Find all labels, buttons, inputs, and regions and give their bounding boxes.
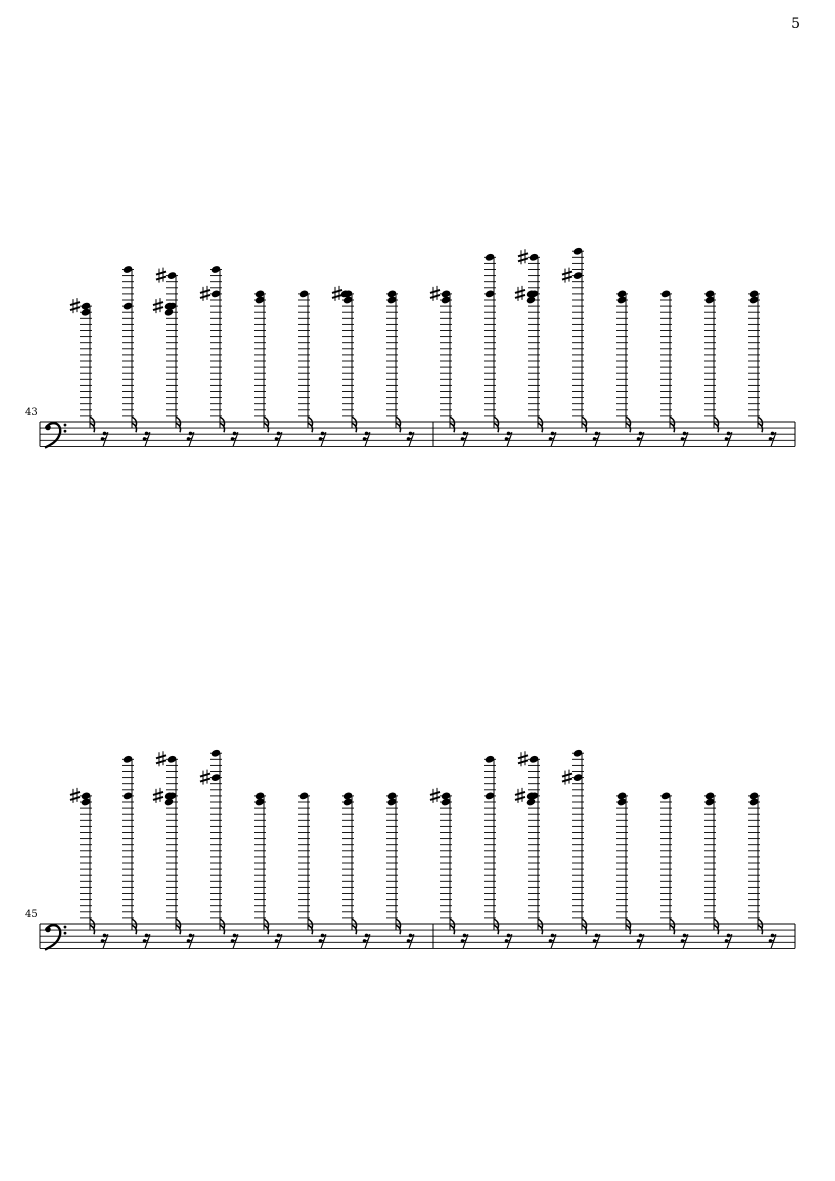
chord (660, 289, 675, 432)
chord (386, 791, 401, 934)
sharp-bar (153, 792, 163, 795)
chord (200, 265, 225, 432)
sharp-bar (156, 760, 166, 763)
chord (153, 268, 181, 433)
sharp-bar (156, 272, 166, 275)
measure-number-system-2: 45 (25, 909, 38, 920)
sharp-bar (562, 774, 572, 777)
sharp-bar (70, 792, 80, 795)
sharp-bar (332, 290, 342, 293)
sharp-bar (200, 295, 210, 298)
sharp-bar (518, 253, 528, 256)
chord (562, 247, 587, 433)
sharp-bar (200, 774, 210, 777)
sharp-bar (332, 295, 342, 298)
chord (430, 788, 455, 934)
bass-clef-icon (45, 925, 66, 949)
chord (660, 791, 675, 934)
sharp-bar (518, 760, 528, 763)
bass-clef-icon (45, 423, 66, 447)
chord (704, 791, 719, 934)
sharp-bar (518, 258, 528, 261)
sharp-bar (515, 797, 525, 800)
clef-dot (64, 926, 67, 929)
clef-dot (64, 430, 67, 433)
chord (298, 289, 313, 432)
sharp-bar (200, 779, 210, 782)
chord (70, 298, 95, 432)
sharp-bar (70, 302, 80, 305)
chord (153, 751, 181, 934)
sharp-bar (70, 307, 80, 310)
measure-number-system-1: 43 (25, 407, 38, 418)
chord (515, 751, 543, 934)
chord (332, 286, 357, 432)
sharp-bar (515, 290, 525, 293)
sharp-bar (430, 290, 440, 293)
chord (515, 249, 543, 432)
sharp-bar (153, 797, 163, 800)
chord (200, 749, 225, 935)
sharp-bar (562, 272, 572, 275)
chord (704, 289, 719, 432)
chord (484, 253, 499, 432)
staff-system-2 (40, 749, 795, 950)
sharp-bar (562, 277, 572, 280)
page-number: 5 (791, 16, 800, 32)
sharp-bar (156, 755, 166, 758)
sharp-bar (430, 792, 440, 795)
sharp-bar (430, 797, 440, 800)
sharp-bar (430, 295, 440, 298)
chord (616, 289, 631, 432)
chord (254, 791, 269, 934)
chord (562, 749, 587, 935)
chord (254, 289, 269, 432)
chord (70, 788, 95, 934)
chord (484, 755, 499, 934)
chord (430, 286, 455, 432)
chord (748, 289, 763, 432)
chord (616, 791, 631, 934)
clef-dot (64, 932, 67, 935)
sharp-bar (515, 295, 525, 298)
clef-dot (45, 927, 51, 933)
chord (748, 791, 763, 934)
staff-system-1 (40, 247, 795, 448)
chord (386, 289, 401, 432)
sharp-bar (153, 302, 163, 305)
sharp-bar (156, 277, 166, 280)
chord (342, 791, 357, 934)
chord (298, 791, 313, 934)
sharp-bar (515, 792, 525, 795)
sharp-bar (70, 797, 80, 800)
clef-dot (64, 424, 67, 427)
sharp-bar (153, 307, 163, 310)
sharp-bar (562, 779, 572, 782)
clef-dot (45, 425, 51, 431)
chord (122, 755, 137, 934)
chord (122, 265, 137, 432)
sharp-bar (200, 290, 210, 293)
sharp-bar (518, 755, 528, 758)
